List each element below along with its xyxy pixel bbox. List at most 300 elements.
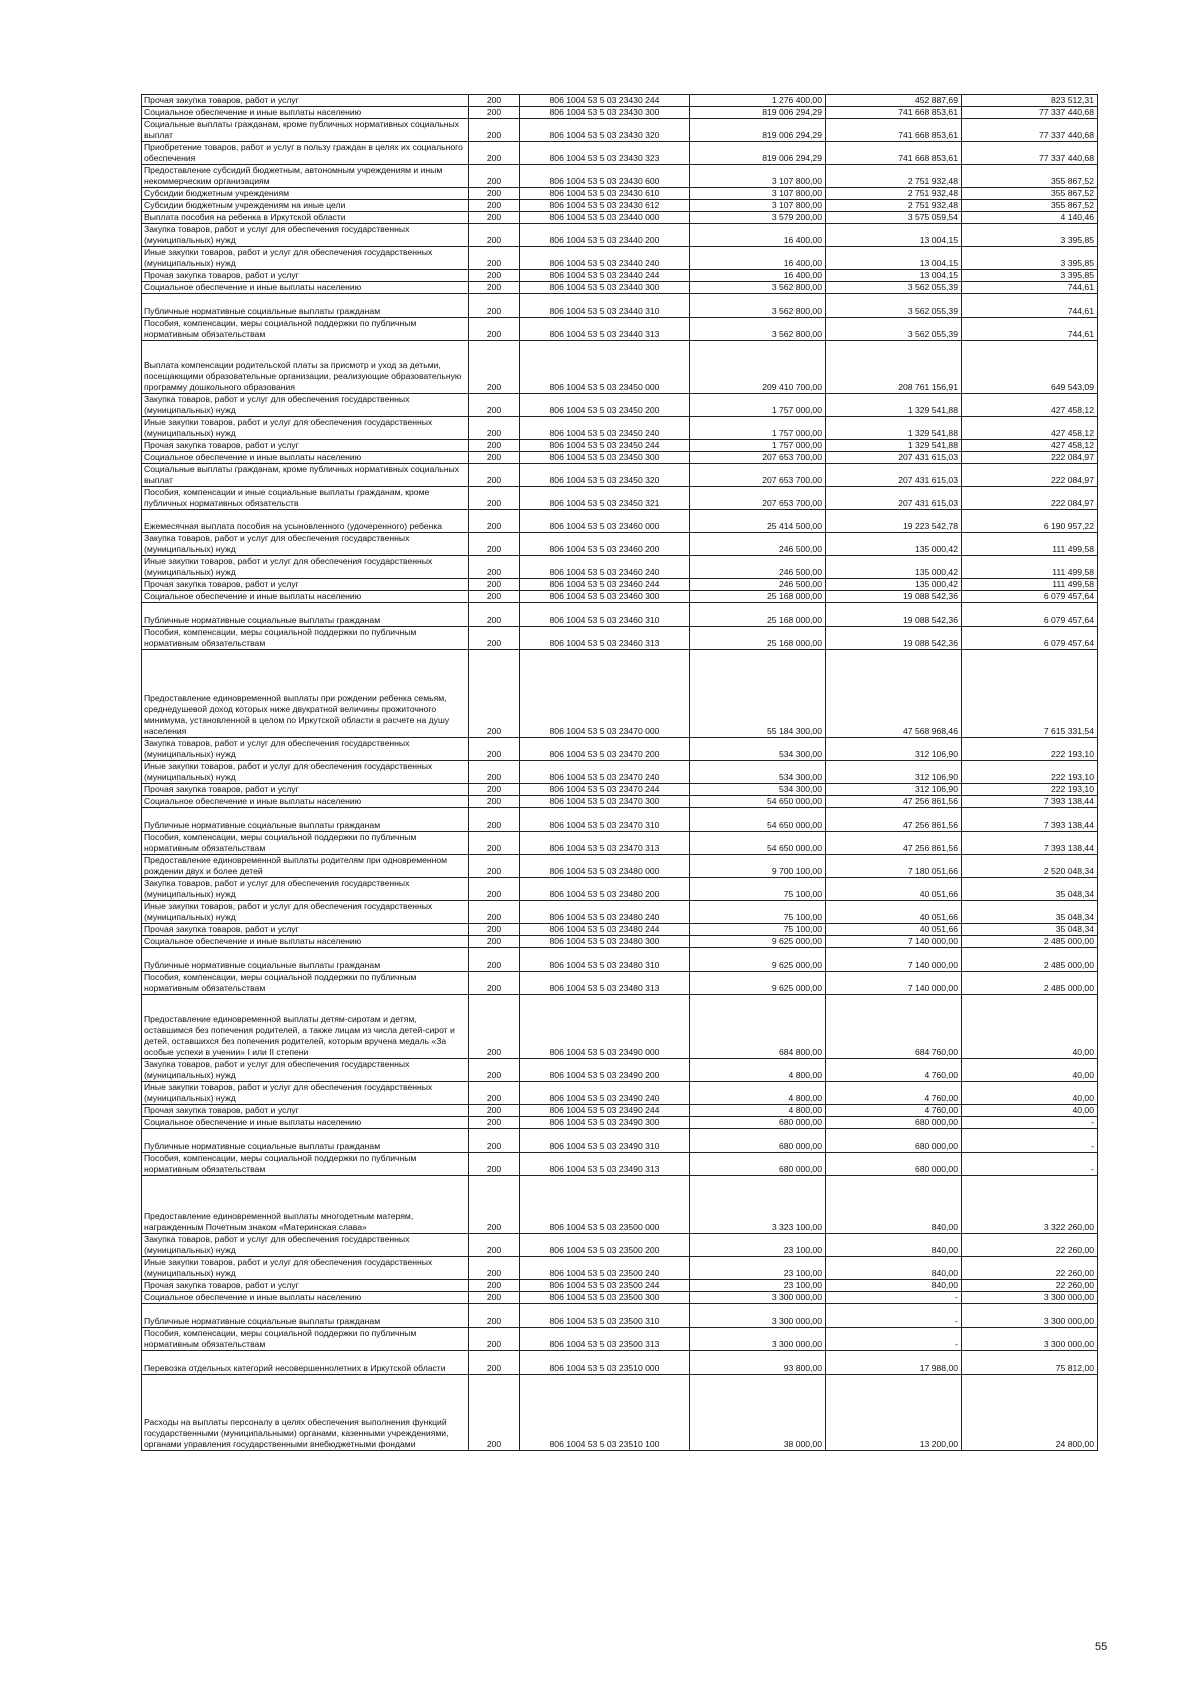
row-code: 200 [469, 417, 520, 440]
table-row [142, 1351, 1098, 1375]
table-row [142, 452, 1098, 464]
row-unexecuted: 355 867,52 [962, 200, 1098, 212]
row-classification: 806 1004 53 5 03 23480 300 [520, 936, 690, 948]
row-name: Иные закупки товаров, работ и услуг для обеспечения государственных (муниципальных) нужд [142, 247, 469, 270]
row-approved: 680 000,00 [690, 1153, 826, 1176]
row-name: Социальное обеспечение и иные выплаты населению [142, 936, 469, 948]
row-unexecuted: 3 322 260,00 [962, 1176, 1098, 1234]
row-unexecuted: 222 084,97 [962, 452, 1098, 464]
row-executed: 208 761 156,91 [826, 341, 962, 394]
table-row [142, 247, 1098, 270]
row-name: Иные закупки товаров, работ и услуг для обеспечения государственных (муниципальных) нужд [142, 761, 469, 784]
row-executed: 47 256 861,56 [826, 796, 962, 808]
row-unexecuted: 111 499,58 [962, 556, 1098, 579]
row-code: 200 [469, 188, 520, 200]
row-executed: 207 431 615,03 [826, 452, 962, 464]
row-approved: 1 757 000,00 [690, 440, 826, 452]
row-unexecuted: 427 458,12 [962, 417, 1098, 440]
table-row [142, 924, 1098, 936]
row-classification: 806 1004 53 5 03 23450 000 [520, 341, 690, 394]
row-code: 200 [469, 1257, 520, 1280]
row-code: 200 [469, 294, 520, 318]
row-executed: 47 256 861,56 [826, 808, 962, 832]
row-name: Прочая закупка товаров, работ и услуг [142, 924, 469, 936]
row-code: 200 [469, 650, 520, 738]
row-code: 200 [469, 95, 520, 107]
row-name: Закупка товаров, работ и услуг для обеспечения государственных (муниципальных) нужд [142, 394, 469, 417]
row-unexecuted: - [962, 1153, 1098, 1176]
table-row [142, 1129, 1098, 1153]
row-executed: 207 431 615,03 [826, 464, 962, 487]
row-approved: 54 650 000,00 [690, 808, 826, 832]
table-row [142, 936, 1098, 948]
table-row [142, 318, 1098, 341]
row-classification: 806 1004 53 5 03 23470 313 [520, 832, 690, 855]
row-code: 200 [469, 924, 520, 936]
row-approved: 684 800,00 [690, 995, 826, 1059]
row-unexecuted: 649 543,09 [962, 341, 1098, 394]
row-name: Закупка товаров, работ и услуг для обеспечения государственных (муниципальных) нужд [142, 738, 469, 761]
row-unexecuted: 427 458,12 [962, 394, 1098, 417]
row-name: Социальное обеспечение и иные выплаты населению [142, 452, 469, 464]
table-row [142, 1059, 1098, 1082]
row-executed: 7 180 051,66 [826, 855, 962, 878]
row-approved: 534 300,00 [690, 738, 826, 761]
row-classification: 806 1004 53 5 03 23460 240 [520, 556, 690, 579]
row-unexecuted: 4 140,46 [962, 212, 1098, 224]
row-name: Публичные нормативные социальные выплаты гражданам [142, 294, 469, 318]
row-executed: 840,00 [826, 1234, 962, 1257]
table-row [142, 1304, 1098, 1328]
row-classification: 806 1004 53 5 03 23450 320 [520, 464, 690, 487]
row-unexecuted: 744,61 [962, 294, 1098, 318]
row-executed: 312 106,90 [826, 761, 962, 784]
row-code: 200 [469, 579, 520, 591]
row-name: Закупка товаров, работ и услуг для обеспечения государственных (муниципальных) нужд [142, 533, 469, 556]
table-row [142, 579, 1098, 591]
row-name: Публичные нормативные социальные выплаты гражданам [142, 1304, 469, 1328]
row-approved: 75 100,00 [690, 901, 826, 924]
table-row [142, 212, 1098, 224]
row-approved: 3 323 100,00 [690, 1176, 826, 1234]
row-name: Социальные выплаты гражданам, кроме публичных нормативных социальных выплат [142, 464, 469, 487]
row-executed: 19 088 542,36 [826, 591, 962, 603]
row-classification: 806 1004 53 5 03 23490 313 [520, 1153, 690, 1176]
row-executed: 4 760,00 [826, 1082, 962, 1105]
row-executed: 7 140 000,00 [826, 948, 962, 972]
row-approved: 16 400,00 [690, 247, 826, 270]
row-executed: 19 088 542,36 [826, 627, 962, 650]
row-executed: 7 140 000,00 [826, 972, 962, 995]
table-row [142, 95, 1098, 107]
table-row [142, 650, 1098, 738]
row-name: Прочая закупка товаров, работ и услуг [142, 1105, 469, 1117]
row-classification: 806 1004 53 5 03 23470 000 [520, 650, 690, 738]
row-executed: 135 000,42 [826, 533, 962, 556]
row-name: Пособия, компенсации, меры социальной поддержки по публичным нормативным обязательствам [142, 1153, 469, 1176]
row-code: 200 [469, 464, 520, 487]
row-executed: 7 140 000,00 [826, 936, 962, 948]
row-name: Выплата пособия на ребенка в Иркутской области [142, 212, 469, 224]
row-approved: 23 100,00 [690, 1234, 826, 1257]
row-approved: 246 500,00 [690, 579, 826, 591]
table-row [142, 341, 1098, 394]
row-code: 200 [469, 972, 520, 995]
table-row [142, 1257, 1098, 1280]
row-name: Закупка товаров, работ и услуг для обеспечения государственных (муниципальных) нужд [142, 878, 469, 901]
row-classification: 806 1004 53 5 03 23490 300 [520, 1117, 690, 1129]
budget-execution-table [141, 94, 1098, 1451]
row-classification: 806 1004 53 5 03 23430 244 [520, 95, 690, 107]
row-approved: 25 414 500,00 [690, 510, 826, 533]
table-row [142, 972, 1098, 995]
row-code: 200 [469, 1292, 520, 1304]
table-row [142, 464, 1098, 487]
row-code: 200 [469, 1280, 520, 1292]
row-classification: 806 1004 53 5 03 23430 600 [520, 165, 690, 188]
table-row [142, 1153, 1098, 1176]
row-code: 200 [469, 627, 520, 650]
row-approved: 1 276 400,00 [690, 95, 826, 107]
table-row [142, 591, 1098, 603]
row-approved: 3 562 800,00 [690, 294, 826, 318]
row-unexecuted: 222 084,97 [962, 464, 1098, 487]
row-classification: 806 1004 53 5 03 23470 310 [520, 808, 690, 832]
row-unexecuted: 744,61 [962, 318, 1098, 341]
row-executed: 13 004,15 [826, 224, 962, 247]
table-row [142, 440, 1098, 452]
row-unexecuted: 2 485 000,00 [962, 948, 1098, 972]
row-executed: 840,00 [826, 1257, 962, 1280]
row-unexecuted: 7 393 138,44 [962, 808, 1098, 832]
row-code: 200 [469, 1117, 520, 1129]
row-code: 200 [469, 591, 520, 603]
row-approved: 3 300 000,00 [690, 1328, 826, 1351]
row-name: Пособия, компенсации, меры социальной поддержки по публичным нормативным обязательствам [142, 972, 469, 995]
row-unexecuted: 22 260,00 [962, 1257, 1098, 1280]
table-row [142, 1176, 1098, 1234]
row-approved: 207 653 700,00 [690, 464, 826, 487]
row-unexecuted: 6 190 957,22 [962, 510, 1098, 533]
row-classification: 806 1004 53 5 03 23430 323 [520, 142, 690, 165]
row-name: Предоставление единовременной выплаты при рождении ребенка семьям, среднедушевой доход которых ниже двукратной величины прожиточного минимума, установленной в целом по Иркутской области в расчете на душу населения [142, 650, 469, 738]
row-approved: 246 500,00 [690, 556, 826, 579]
row-executed: 680 000,00 [826, 1117, 962, 1129]
row-code: 200 [469, 738, 520, 761]
row-unexecuted: 77 337 440,68 [962, 119, 1098, 142]
row-classification: 806 1004 53 5 03 23430 320 [520, 119, 690, 142]
row-approved: 3 300 000,00 [690, 1304, 826, 1328]
row-executed: 1 329 541,88 [826, 394, 962, 417]
row-code: 200 [469, 936, 520, 948]
row-code: 200 [469, 1105, 520, 1117]
row-classification: 806 1004 53 5 03 23470 200 [520, 738, 690, 761]
row-executed: 452 887,69 [826, 95, 962, 107]
row-approved: 54 650 000,00 [690, 796, 826, 808]
row-name: Пособия, компенсации, меры социальной поддержки по публичным нормативным обязательствам [142, 1328, 469, 1351]
row-executed: 3 562 055,39 [826, 282, 962, 294]
row-executed: - [826, 1304, 962, 1328]
row-executed: 2 751 932,48 [826, 165, 962, 188]
table-row [142, 165, 1098, 188]
row-approved: 207 653 700,00 [690, 487, 826, 510]
table-row [142, 1117, 1098, 1129]
table-row [142, 761, 1098, 784]
row-executed: 4 760,00 [826, 1105, 962, 1117]
row-classification: 806 1004 53 5 03 23430 300 [520, 107, 690, 119]
row-name: Прочая закупка товаров, работ и услуг [142, 440, 469, 452]
row-executed: 741 668 853,61 [826, 142, 962, 165]
row-classification: 806 1004 53 5 03 23470 300 [520, 796, 690, 808]
row-unexecuted: 3 300 000,00 [962, 1328, 1098, 1351]
row-executed: 2 751 932,48 [826, 200, 962, 212]
row-code: 200 [469, 119, 520, 142]
row-classification: 806 1004 53 5 03 23460 200 [520, 533, 690, 556]
row-code: 200 [469, 142, 520, 165]
row-name: Иные закупки товаров, работ и услуг для обеспечения государственных (муниципальных) нужд [142, 556, 469, 579]
table-row [142, 556, 1098, 579]
row-executed: 13 200,00 [826, 1375, 962, 1451]
page-number: 55 [1095, 1641, 1108, 1653]
row-name: Социальное обеспечение и иные выплаты населению [142, 796, 469, 808]
row-name: Иные закупки товаров, работ и услуг для обеспечения государственных (муниципальных) нужд [142, 1257, 469, 1280]
row-unexecuted: 40,00 [962, 995, 1098, 1059]
table-row [142, 784, 1098, 796]
row-code: 200 [469, 1375, 520, 1451]
row-unexecuted: 222 084,97 [962, 487, 1098, 510]
table-row [142, 808, 1098, 832]
row-code: 200 [469, 270, 520, 282]
row-code: 200 [469, 761, 520, 784]
row-unexecuted: 2 520 048,34 [962, 855, 1098, 878]
row-approved: 54 650 000,00 [690, 832, 826, 855]
row-unexecuted: 111 499,58 [962, 533, 1098, 556]
row-code: 200 [469, 533, 520, 556]
row-name: Пособия, компенсации и иные социальные выплаты гражданам, кроме публичных нормативных обязательств [142, 487, 469, 510]
row-classification: 806 1004 53 5 03 23500 240 [520, 1257, 690, 1280]
table-row [142, 533, 1098, 556]
row-code: 200 [469, 487, 520, 510]
row-classification: 806 1004 53 5 03 23470 240 [520, 761, 690, 784]
row-approved: 680 000,00 [690, 1129, 826, 1153]
row-name: Публичные нормативные социальные выплаты гражданам [142, 603, 469, 627]
row-unexecuted: 427 458,12 [962, 440, 1098, 452]
row-unexecuted: 3 300 000,00 [962, 1292, 1098, 1304]
row-approved: 9 625 000,00 [690, 936, 826, 948]
table-row [142, 796, 1098, 808]
row-name: Закупка товаров, работ и услуг для обеспечения государственных (муниципальных) нужд [142, 1059, 469, 1082]
row-executed: 1 329 541,88 [826, 440, 962, 452]
row-name: Перевозка отдельных категорий несовершеннолетних в Иркутской области [142, 1351, 469, 1375]
row-classification: 806 1004 53 5 03 23490 240 [520, 1082, 690, 1105]
row-executed: 13 004,15 [826, 270, 962, 282]
row-unexecuted: 6 079 457,64 [962, 603, 1098, 627]
row-code: 200 [469, 1176, 520, 1234]
table-row [142, 294, 1098, 318]
row-name: Социальные выплаты гражданам, кроме публичных нормативных социальных выплат [142, 119, 469, 142]
row-executed: 47 568 968,46 [826, 650, 962, 738]
table-row [142, 1105, 1098, 1117]
row-executed: 3 575 059,54 [826, 212, 962, 224]
row-executed: 3 562 055,39 [826, 318, 962, 341]
row-name: Закупка товаров, работ и услуг для обеспечения государственных (муниципальных) нужд [142, 1234, 469, 1257]
row-classification: 806 1004 53 5 03 23460 300 [520, 591, 690, 603]
row-classification: 806 1004 53 5 03 23510 100 [520, 1375, 690, 1451]
row-code: 200 [469, 510, 520, 533]
row-classification: 806 1004 53 5 03 23450 300 [520, 452, 690, 464]
row-unexecuted: 2 485 000,00 [962, 936, 1098, 948]
row-approved: 209 410 700,00 [690, 341, 826, 394]
row-classification: 806 1004 53 5 03 23490 000 [520, 995, 690, 1059]
table-row [142, 1292, 1098, 1304]
row-name: Социальное обеспечение и иные выплаты населению [142, 282, 469, 294]
row-classification: 806 1004 53 5 03 23500 000 [520, 1176, 690, 1234]
row-approved: 9 700 100,00 [690, 855, 826, 878]
table-row [142, 738, 1098, 761]
row-approved: 23 100,00 [690, 1257, 826, 1280]
row-executed: 4 760,00 [826, 1059, 962, 1082]
row-unexecuted: 823 512,31 [962, 95, 1098, 107]
table-row [142, 1280, 1098, 1292]
table-body [142, 95, 1098, 1451]
row-classification: 806 1004 53 5 03 23460 000 [520, 510, 690, 533]
row-classification: 806 1004 53 5 03 23480 244 [520, 924, 690, 936]
row-name: Публичные нормативные социальные выплаты гражданам [142, 1129, 469, 1153]
table-row [142, 270, 1098, 282]
row-executed: 135 000,42 [826, 556, 962, 579]
row-approved: 246 500,00 [690, 533, 826, 556]
row-approved: 93 800,00 [690, 1351, 826, 1375]
row-approved: 4 800,00 [690, 1059, 826, 1082]
row-code: 200 [469, 603, 520, 627]
row-name: Социальное обеспечение и иные выплаты населению [142, 591, 469, 603]
row-classification: 806 1004 53 5 03 23510 000 [520, 1351, 690, 1375]
row-approved: 16 400,00 [690, 270, 826, 282]
row-approved: 3 107 800,00 [690, 188, 826, 200]
row-approved: 75 100,00 [690, 924, 826, 936]
row-classification: 806 1004 53 5 03 23500 244 [520, 1280, 690, 1292]
row-approved: 3 562 800,00 [690, 282, 826, 294]
row-name: Предоставление единовременной выплаты родителям при одновременном рождении двух и более детей [142, 855, 469, 878]
row-classification: 806 1004 53 5 03 23500 310 [520, 1304, 690, 1328]
row-classification: 806 1004 53 5 03 23450 240 [520, 417, 690, 440]
row-classification: 806 1004 53 5 03 23440 313 [520, 318, 690, 341]
table-row [142, 224, 1098, 247]
row-code: 200 [469, 394, 520, 417]
row-code: 200 [469, 107, 520, 119]
row-code: 200 [469, 948, 520, 972]
row-name: Пособия, компенсации, меры социальной поддержки по публичным нормативным обязательствам [142, 627, 469, 650]
row-classification: 806 1004 53 5 03 23440 240 [520, 247, 690, 270]
row-name: Выплата компенсации родительской платы за присмотр и уход за детьми, посещающими образовательные организации, реализующие образовательную программу дошкольного образования [142, 341, 469, 394]
row-name: Прочая закупка товаров, работ и услуг [142, 270, 469, 282]
row-executed: 13 004,15 [826, 247, 962, 270]
row-approved: 3 107 800,00 [690, 165, 826, 188]
table-row [142, 855, 1098, 878]
row-code: 200 [469, 212, 520, 224]
row-unexecuted: 3 395,85 [962, 224, 1098, 247]
row-approved: 819 006 294,29 [690, 119, 826, 142]
row-approved: 1 757 000,00 [690, 417, 826, 440]
row-code: 200 [469, 318, 520, 341]
row-name: Социальное обеспечение и иные выплаты населению [142, 1117, 469, 1129]
row-classification: 806 1004 53 5 03 23430 612 [520, 200, 690, 212]
row-name: Иные закупки товаров, работ и услуг для обеспечения государственных (муниципальных) нужд [142, 1082, 469, 1105]
row-code: 200 [469, 1234, 520, 1257]
row-unexecuted: 6 079 457,64 [962, 627, 1098, 650]
table-row [142, 107, 1098, 119]
row-executed: 680 000,00 [826, 1153, 962, 1176]
row-approved: 4 800,00 [690, 1082, 826, 1105]
row-name: Ежемесячная выплата пособия на усыновленного (удочеренного) ребенка [142, 510, 469, 533]
table-row [142, 1082, 1098, 1105]
row-executed: 40 051,66 [826, 924, 962, 936]
row-classification: 806 1004 53 5 03 23500 313 [520, 1328, 690, 1351]
row-unexecuted: 355 867,52 [962, 188, 1098, 200]
row-name: Приобретение товаров, работ и услуг в пользу граждан в целях их социального обеспечения [142, 142, 469, 165]
row-name: Социальное обеспечение и иные выплаты населению [142, 1292, 469, 1304]
row-approved: 207 653 700,00 [690, 452, 826, 464]
table-row [142, 487, 1098, 510]
row-unexecuted: 6 079 457,64 [962, 591, 1098, 603]
row-executed: 3 562 055,39 [826, 294, 962, 318]
row-code: 200 [469, 855, 520, 878]
table-row [142, 878, 1098, 901]
row-classification: 806 1004 53 5 03 23480 200 [520, 878, 690, 901]
table-row [142, 282, 1098, 294]
row-unexecuted: 111 499,58 [962, 579, 1098, 591]
table-row [142, 1328, 1098, 1351]
row-classification: 806 1004 53 5 03 23470 244 [520, 784, 690, 796]
row-name: Прочая закупка товаров, работ и услуг [142, 579, 469, 591]
row-classification: 806 1004 53 5 03 23440 300 [520, 282, 690, 294]
row-executed: 684 760,00 [826, 995, 962, 1059]
row-classification: 806 1004 53 5 03 23480 313 [520, 972, 690, 995]
row-code: 200 [469, 832, 520, 855]
row-unexecuted: 24 800,00 [962, 1375, 1098, 1451]
row-classification: 806 1004 53 5 03 23500 200 [520, 1234, 690, 1257]
row-name: Социальное обеспечение и иные выплаты населению [142, 107, 469, 119]
row-unexecuted: 40,00 [962, 1082, 1098, 1105]
table-row [142, 603, 1098, 627]
row-executed: 312 106,90 [826, 738, 962, 761]
budget-table-container [141, 94, 1097, 1451]
row-executed: 741 668 853,61 [826, 119, 962, 142]
row-code: 200 [469, 556, 520, 579]
row-executed: 2 751 932,48 [826, 188, 962, 200]
row-executed: 135 000,42 [826, 579, 962, 591]
row-unexecuted: 40,00 [962, 1105, 1098, 1117]
row-approved: 9 625 000,00 [690, 972, 826, 995]
row-classification: 806 1004 53 5 03 23460 313 [520, 627, 690, 650]
row-executed: 47 256 861,56 [826, 832, 962, 855]
row-name: Публичные нормативные социальные выплаты гражданам [142, 948, 469, 972]
row-unexecuted: 222 193,10 [962, 784, 1098, 796]
row-approved: 680 000,00 [690, 1117, 826, 1129]
row-classification: 806 1004 53 5 03 23440 200 [520, 224, 690, 247]
row-name: Предоставление субсидий бюджетным, автономным учреждениям и иным некоммерческим организациям [142, 165, 469, 188]
row-approved: 819 006 294,29 [690, 107, 826, 119]
row-approved: 534 300,00 [690, 761, 826, 784]
row-classification: 806 1004 53 5 03 23450 321 [520, 487, 690, 510]
row-code: 200 [469, 247, 520, 270]
row-code: 200 [469, 901, 520, 924]
row-approved: 25 168 000,00 [690, 591, 826, 603]
row-executed: 207 431 615,03 [826, 487, 962, 510]
row-code: 200 [469, 1082, 520, 1105]
row-code: 200 [469, 1304, 520, 1328]
row-unexecuted: 7 393 138,44 [962, 796, 1098, 808]
